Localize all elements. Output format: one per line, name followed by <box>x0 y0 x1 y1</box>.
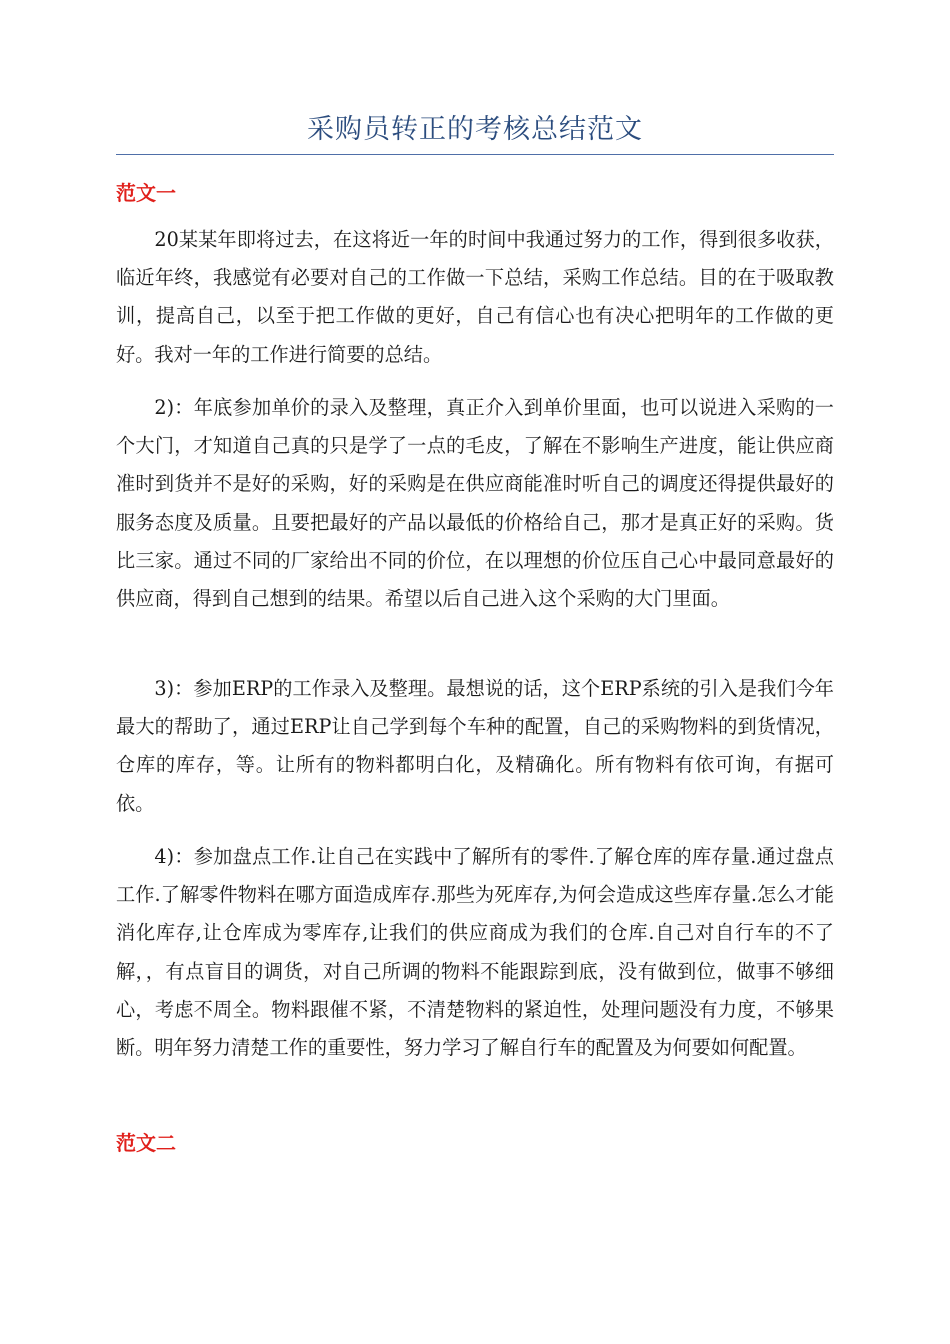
document-title: 采购员转正的考核总结范文 <box>307 114 643 145</box>
section-heading-2: 范文二 <box>116 1131 176 1155</box>
title-underline <box>116 154 834 155</box>
paragraph-3: 3)：参加ERP的工作录入及整理。最想说的话，这个ERP系统的引入是我们今年最大的帮助了，通过ERP让自己学到每个车种的配置，自己的采购物料的到货情况，仓库的库存，等。让所有的物料都明白化，及精确化。所有物料有依可询，有据可依。 <box>116 677 834 815</box>
paragraph-2: 2)：年底参加单价的录入及整理，真正介入到单价里面，也可以说进入采购的一个大门，才知道自己真的只是学了一点的毛皮，了解在不影响生产进度，能让供应商准时到货并不是好的采购，好的采购是在供应商能准时听自己的调度还得提供最好的服务态度及质量。且要把最好的产品以最低的价格给自己，那才是真正好的采购。货比三家。通过不同的厂家给出不同的价位，在以理想的价位压自己心中最同意最好的供应商，得到自己想到的结果。希望以后自己进入这个采购的大门里面。 <box>116 396 834 611</box>
section-heading-1: 范文一 <box>116 181 176 205</box>
paragraph-1: 20某某年即将过去，在这将近一年的时间中我通过努力的工作，得到很多收获，临近年终，我感觉有必要对自己的工作做一下总结，采购工作总结。目的在于吸取教训，提高自己，以至于把工作做的更好，自己有信心也有决心把明年的工作做的更好。我对一年的工作进行简要的总结。 <box>116 228 834 366</box>
paragraph-4: 4)：参加盘点工作.让自己在实践中了解所有的零件.了解仓库的库存量.通过盘点工作.了解零件物料在哪方面造成库存.那些为死库存,为何会造成这些库存量.怎么才能消化库存,让仓库成为零库存,让我们的供应商成为我们的仓库.自己对自行车的不了解，，有点盲目的调货，对自己所调的物料不能跟踪到底，没有做到位，做事不够细心，考虑不周全。物料跟催不紧，不清楚物料的紧迫性，处理问题没有力度，不够果断。明年努力清楚工作的重要性，努力学习了解自行车的配置及为何要如何配置。 <box>116 845 834 1060</box>
